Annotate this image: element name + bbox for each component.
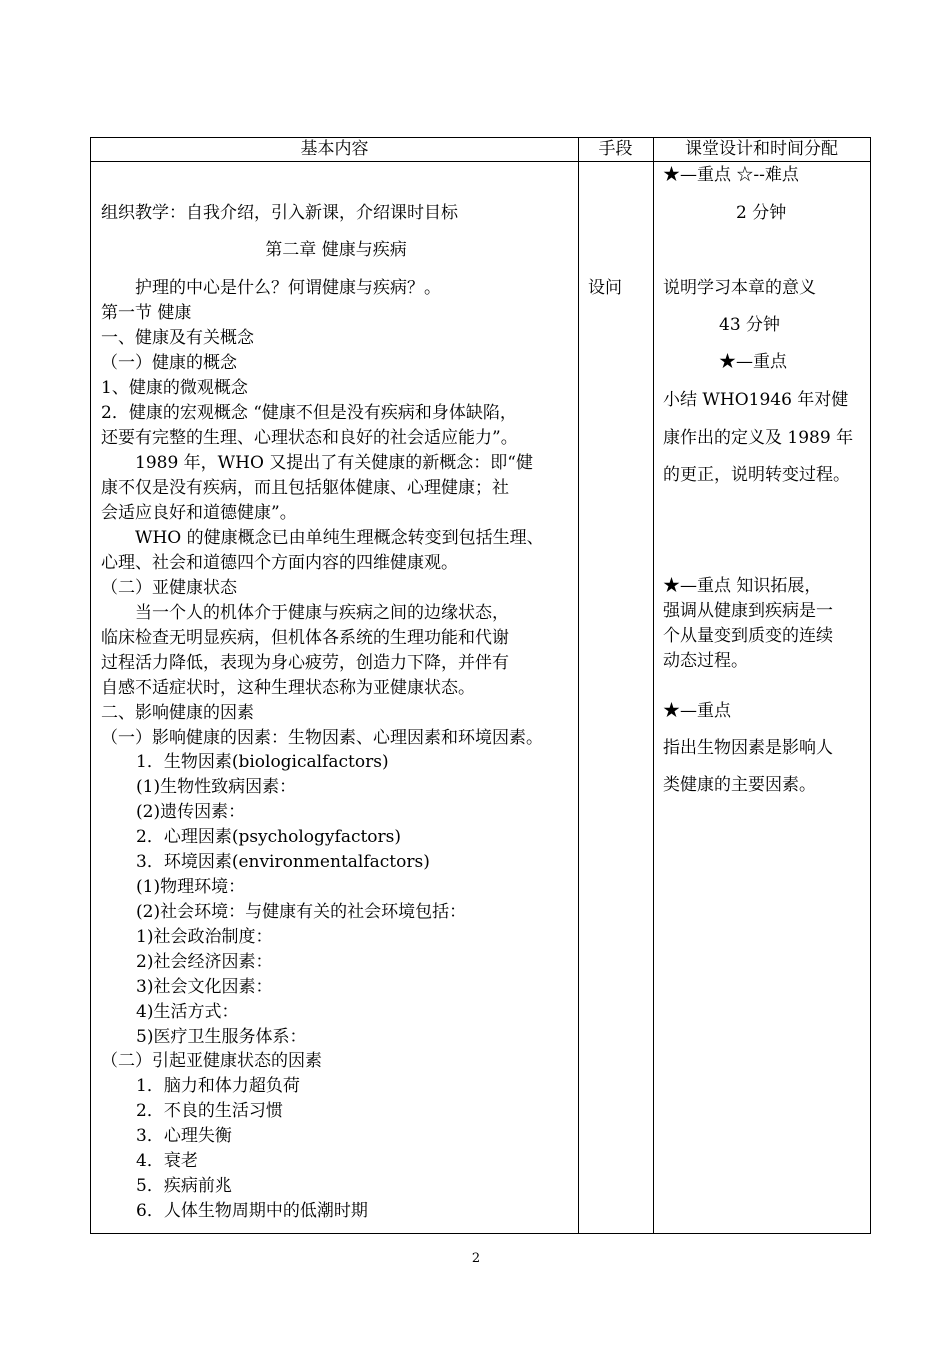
heading-3: 二、影响健康的因素 <box>101 703 254 723</box>
item-1a1: 1、健康的微观概念 <box>101 378 248 398</box>
column-divider-1 <box>578 138 579 1233</box>
factor-1b: (2)遗传因素： <box>136 802 246 822</box>
cause-1: 1．脑力和体力超负荷 <box>136 1076 300 1096</box>
design-note-3-line3: 动态过程。 <box>663 651 748 671</box>
header-design: 课堂设计和时间分配 <box>685 139 838 159</box>
para-1b-line1: 1989 年，WHO 又提出了有关健康的新概念：即“健 <box>135 453 533 473</box>
design-note-2-line2: 康作出的定义及 1989 年 <box>663 428 854 448</box>
item-1a2-line2: 还要有完整的生理、心理状态和良好的社会适应能力”。 <box>101 428 518 448</box>
key-point-1: ★—重点 <box>719 352 787 372</box>
design-note-2-line1: 小结 WHO1946 年对健 <box>663 390 849 410</box>
para-1b-line3: 会适应良好和道德健康”。 <box>101 503 297 523</box>
key-point-2: ★—重点 知识拓展， <box>663 576 822 596</box>
para-1b-line2: 康不仅是没有疾病，而且包括躯体健康、心理健康；社 <box>101 478 509 498</box>
cause-2: 2．不良的生活习惯 <box>136 1101 283 1121</box>
heading-3a: （一）影响健康的因素：生物因素、心理因素和环境因素。 <box>101 728 543 748</box>
header-content: 基本内容 <box>300 139 369 159</box>
design-note-3-line1: 强调从健康到疾病是一 <box>663 601 833 621</box>
chapter-title: 第二章 健康与疾病 <box>265 240 407 260</box>
design-note-4-line1: 指出生物因素是影响人 <box>663 738 833 758</box>
social-factor-5: 5)医疗卫生服务体系： <box>136 1027 307 1047</box>
social-factor-1: 1)社会政治制度： <box>136 927 273 947</box>
design-note-3-line2: 个从量变到质变的连续 <box>663 626 833 646</box>
para-2a-line1: 当一个人的机体介于健康与疾病之间的边缘状态， <box>135 603 509 623</box>
key-point-3: ★—重点 <box>663 701 731 721</box>
design-note-2-line3: 的更正，说明转变过程。 <box>663 465 850 485</box>
para-2a-line2: 临床检查无明显疾病，但机体各系统的生理功能和代谢 <box>101 628 509 648</box>
factor-1a: (1)生物性致病因素： <box>136 777 297 797</box>
legend-text: ★—重点 ☆--难点 <box>663 165 799 185</box>
method-question: 设问 <box>588 278 622 298</box>
time-2min: 2 分钟 <box>736 203 787 223</box>
question-text: 护理的中心是什么？何谓健康与疾病？。 <box>135 278 441 298</box>
time-43min: 43 分钟 <box>719 315 781 335</box>
social-factor-2: 2)社会经济因素： <box>136 952 273 972</box>
factor-3: 3．环境因素(environmentalfactors) <box>136 852 430 872</box>
heading-1: 一、健康及有关概念 <box>101 328 254 348</box>
para-1c-line1: WHO 的健康概念已由单纯生理概念转变到包括生理、 <box>135 528 544 548</box>
item-1a2-line1: 2．健康的宏观概念 “健康不但是没有疾病和身体缺陷， <box>101 403 517 423</box>
factor-2: 2．心理因素(psychologyfactors) <box>136 827 402 847</box>
cause-4: 4．衰老 <box>136 1151 198 1171</box>
heading-1a: （一）健康的概念 <box>101 353 237 373</box>
column-divider-2 <box>653 138 654 1233</box>
factor-3a: (1)物理环境： <box>136 877 246 897</box>
social-factor-4: 4)生活方式： <box>136 1002 239 1022</box>
lesson-plan-table <box>90 137 871 1234</box>
para-2a-line4: 自感不适症状时，这种生理状态称为亚健康状态。 <box>101 678 475 698</box>
design-note-4-line2: 类健康的主要因素。 <box>663 775 816 795</box>
header-method: 手段 <box>598 139 633 159</box>
cause-3: 3．心理失衡 <box>136 1126 232 1146</box>
social-factor-3: 3)社会文化因素： <box>136 977 273 997</box>
factor-1: 1．生物因素(biologicalfactors) <box>136 752 389 772</box>
factor-3b: (2)社会环境：与健康有关的社会环境包括： <box>136 902 467 922</box>
cause-5: 5．疾病前兆 <box>136 1176 232 1196</box>
section-heading: 第一节 健康 <box>101 303 192 323</box>
cause-6: 6．人体生物周期中的低潮时期 <box>136 1201 368 1221</box>
para-1c-line2: 心理、社会和道德四个方面内容的四维健康观。 <box>101 553 458 573</box>
page-number: 2 <box>471 1251 481 1266</box>
heading-2: （二）亚健康状态 <box>101 578 237 598</box>
heading-4: （二）引起亚健康状态的因素 <box>101 1051 322 1071</box>
design-note-1: 说明学习本章的意义 <box>663 278 816 298</box>
intro-text: 组织教学：自我介绍，引入新课，介绍课时目标 <box>101 203 458 223</box>
para-2a-line3: 过程活力降低，表现为身心疲劳，创造力下降，并伴有 <box>101 653 509 673</box>
table-header-row <box>91 138 870 162</box>
